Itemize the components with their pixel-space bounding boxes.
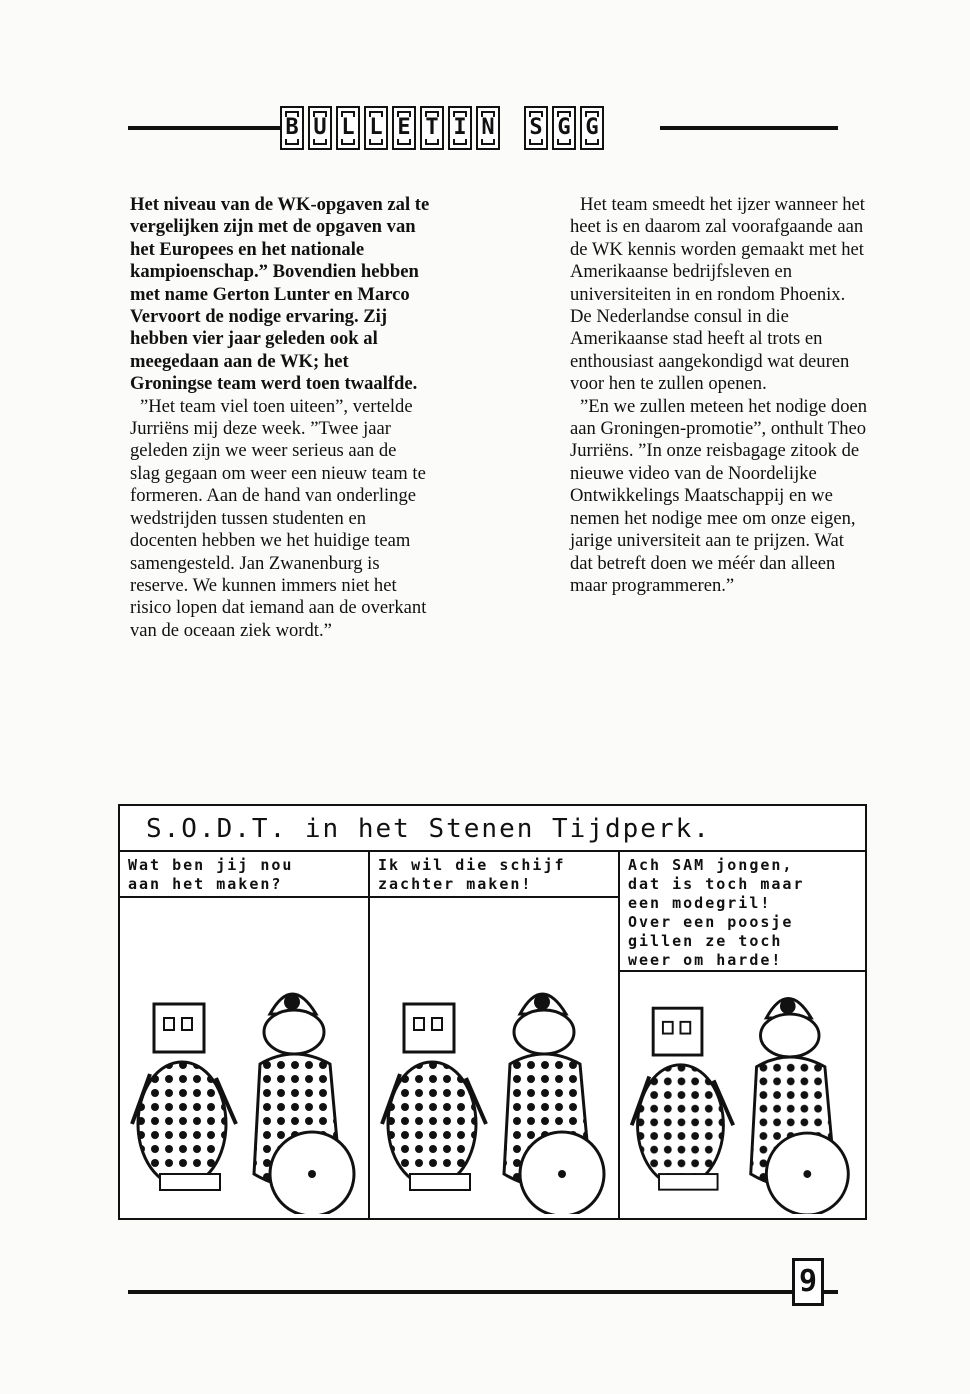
masthead-letter: S <box>524 106 548 150</box>
masthead-letter: L <box>364 106 388 150</box>
masthead <box>280 106 604 150</box>
comic-art <box>120 974 366 1214</box>
robot-icon <box>632 1008 733 1189</box>
masthead-letter: B <box>280 106 304 150</box>
masthead-letter: U <box>308 106 332 150</box>
comic-panel-1 <box>120 852 370 1218</box>
speech-text: Wat ben jij nou aan het maken? <box>120 852 368 898</box>
paragraph: Het team smeedt het ijzer wanneer het heet is en daarom zal voorafgaande aan de WK kennis worden gemaakt met het Amerikaanse bedrijfsleven en universiteiten in en rondom Phoenix. De Nederlandse consul in die Amerikaanse stad heeft al trots en enthousiast aangekondigd wat deuren voor hen te zullen openen. <box>570 194 865 395</box>
masthead-letter: L <box>336 106 360 150</box>
page-number: 9 <box>792 1258 824 1306</box>
wizard-icon <box>504 994 604 1214</box>
paragraph: ”Het team viel toen uiteen”, vertelde Jurriëns mij deze week. ”Twee jaar geleden zijn we weer serieus aan de slag gegaan om weer een nieuw team te formeren. Aan de hand van onderlinge wedstrijden tussen studenten en docenten hebben we het huidige team samengesteld. Jan Zwanenburg is reserve. We kunnen immers niet het risico lopen dat iemand aan de overkant van de oceaan ziek wordt.” <box>130 395 427 641</box>
robot-icon <box>132 1004 236 1190</box>
masthead-letter: E <box>392 106 416 150</box>
masthead-letter: T <box>420 106 444 150</box>
masthead-letter: G <box>552 106 576 150</box>
comic-strip <box>118 804 867 1220</box>
comic-art <box>620 978 860 1214</box>
robot-icon <box>382 1004 486 1190</box>
footer-rule <box>128 1290 838 1294</box>
paragraph: ”En we zullen meteen het nodige doen aan Groningen-promotie”, onthult Theo Jurriëns. ”In onze reisbagage zitook de nieuwe video van de Noordelijke Ontwikkelings Maatschappij en we nemen het nodige mee om onze eigen, jarige universiteit aan te prijzen. Wat dat betreft doen we méér dan alleen maar programmeren.” <box>570 395 868 596</box>
comic-art <box>370 974 616 1214</box>
masthead-letter: N <box>476 106 500 150</box>
article-column-right <box>570 194 870 597</box>
header-rule-left <box>128 126 282 130</box>
speech-text: Ach SAM jongen, dat is toch maar een modegril! Over een poosje gillen ze toch weer om harde! <box>620 852 865 972</box>
comic-title: S.O.D.T. in het Stenen Tijdperk. <box>120 806 865 852</box>
header-rule-right <box>660 126 838 130</box>
article-column-left <box>130 194 430 642</box>
wizard-icon <box>254 994 354 1214</box>
paragraph: Het niveau van de WK-opgaven zal te vergelijken zijn met de opgaven van het Europees en het nationale kampioenschap.” Bovendien hebben met name Gerton Lunter en Marco Vervoort de nodige ervaring. Zij hebben vier jaar geleden ook al meegedaan aan de WK; het Groningse team werd toen twaalfde. <box>130 194 430 395</box>
masthead-letter: G <box>580 106 604 150</box>
comic-panel-3 <box>620 852 865 1218</box>
comic-panel-2 <box>370 852 620 1218</box>
masthead-letter: I <box>448 106 472 150</box>
speech-text: Ik wil die schijf zachter maken! <box>370 852 618 898</box>
wizard-icon <box>751 998 849 1214</box>
